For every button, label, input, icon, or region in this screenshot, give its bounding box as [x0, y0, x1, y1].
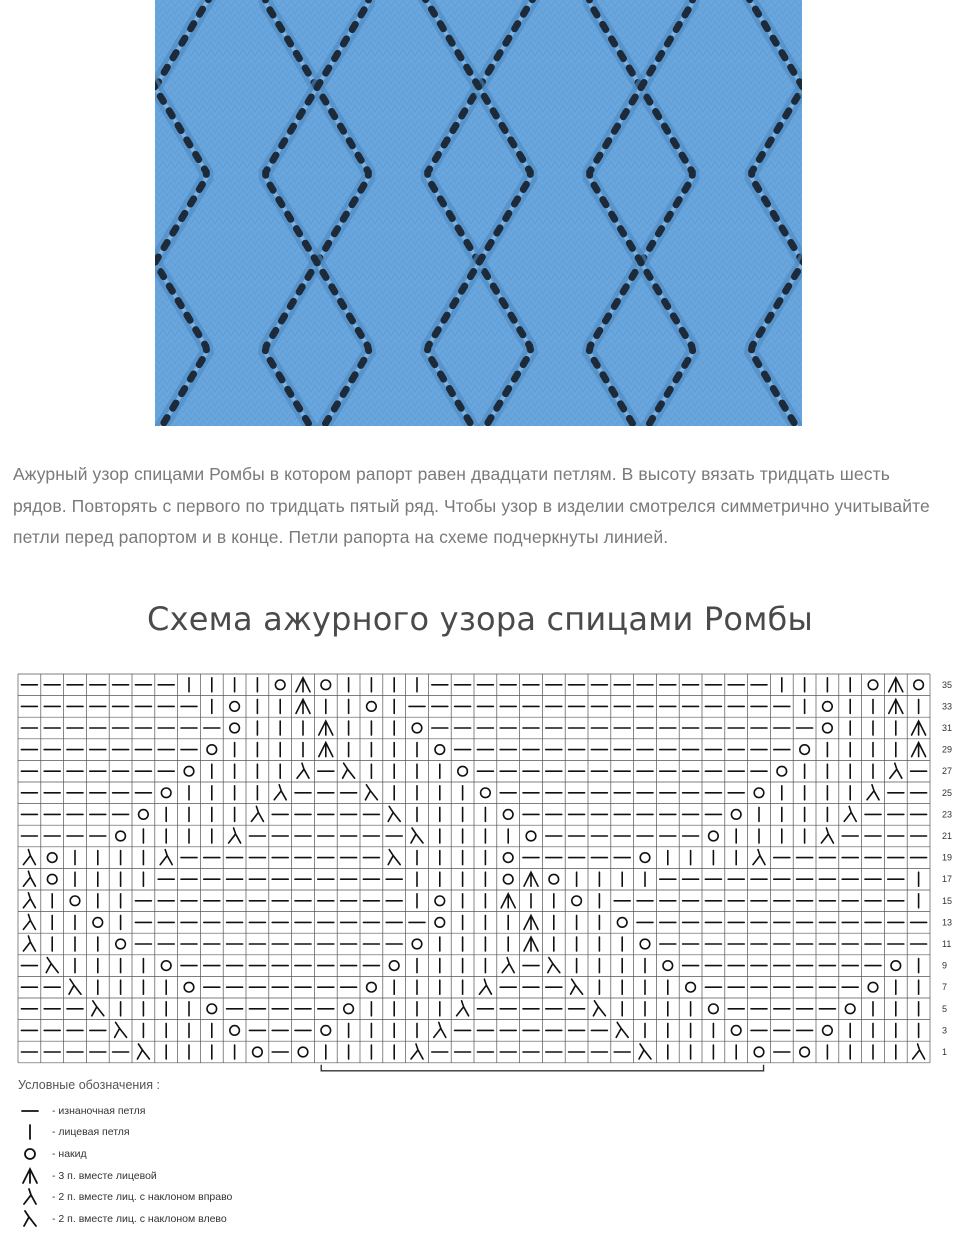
- row-number: 21: [942, 831, 953, 841]
- row-number: 1: [942, 1047, 948, 1057]
- legend-item: [18, 1208, 232, 1230]
- chart-row-35: [21, 678, 923, 692]
- row-number: 7: [942, 982, 948, 993]
- legend-item: [18, 1143, 232, 1165]
- row-number: 5: [942, 1003, 948, 1014]
- legend: [18, 1078, 232, 1230]
- legend-text: - 2 п. вместе лиц. с наклоном вправо: [52, 1191, 233, 1204]
- pattern-description: Ажурный узор спицами Ромбы в котором рапорт равен двадцати петлям. В высоту вязать тридцать шесть рядов. Повторять с первого по тридцать пятый ряд. Чтобы узор в изделии смотрелся симметрично учитывайте петли перед рапортом и в конце. Петли рапорта на схеме подчеркнуты линией.: [13, 464, 930, 547]
- chart-row-7: [21, 979, 918, 994]
- yarn-over-circle-icon: [18, 1144, 42, 1164]
- row-number: 29: [942, 744, 953, 755]
- chart-row-3: [21, 1022, 918, 1037]
- chart-row-19: [23, 850, 926, 865]
- k2tog-right-icon: [18, 1187, 42, 1207]
- chart-row-29: [21, 743, 925, 757]
- chart-row-5: [21, 1001, 918, 1016]
- purl-dash-icon: [18, 1101, 42, 1121]
- legend-text: - 3 п. вместе лицевой: [52, 1169, 157, 1182]
- row-number: 13: [942, 917, 953, 928]
- knitting-photo: [155, 0, 802, 426]
- legend-text: - 2 п. вместе лиц. с наклоном влево: [52, 1212, 227, 1225]
- legend-text: - изнаночная петля: [52, 1104, 146, 1117]
- chart-row-15: [23, 893, 918, 908]
- row-number: 9: [942, 960, 948, 971]
- chart-row-11: [23, 936, 926, 951]
- chart-row-1: [21, 1044, 924, 1059]
- chart-row-9: [21, 958, 918, 973]
- row-number: 19: [942, 852, 953, 863]
- legend-title: Условные обозначения :: [18, 1078, 160, 1092]
- legend-item: [18, 1122, 232, 1144]
- legend-item: [18, 1165, 232, 1187]
- knitted-lace-rhombus-photo: [155, 0, 802, 426]
- chart-row-13: [23, 914, 926, 929]
- legend-text: - лицевая петля: [52, 1126, 130, 1139]
- row-number: 11: [942, 939, 952, 949]
- scheme-heading: Схема ажурного узора спицами Ромбы: [147, 600, 813, 638]
- chart-row-31: [21, 721, 925, 735]
- repeat-underline: [321, 1065, 763, 1071]
- legend-text: - накид: [52, 1147, 87, 1160]
- knitting-chart: [0, 668, 960, 1078]
- knit-bar-icon: [18, 1122, 42, 1142]
- ssk-left-icon: [18, 1209, 42, 1229]
- row-number: 23: [942, 809, 953, 820]
- row-number: 31: [942, 723, 953, 733]
- chart-row-33: [21, 699, 918, 713]
- chart-grid: [18, 674, 930, 1063]
- row-number: 27: [942, 766, 953, 777]
- three-together-icon: [18, 1166, 42, 1186]
- row-number: 33: [942, 701, 953, 712]
- row-number: 25: [942, 787, 953, 798]
- row-number: 3: [942, 1025, 948, 1036]
- chart-row-17: [23, 871, 918, 886]
- legend-item: [18, 1100, 232, 1122]
- legend-item: [18, 1186, 232, 1208]
- row-number: 17: [942, 874, 953, 885]
- row-number: 35: [942, 679, 953, 690]
- row-number: 15: [942, 895, 953, 906]
